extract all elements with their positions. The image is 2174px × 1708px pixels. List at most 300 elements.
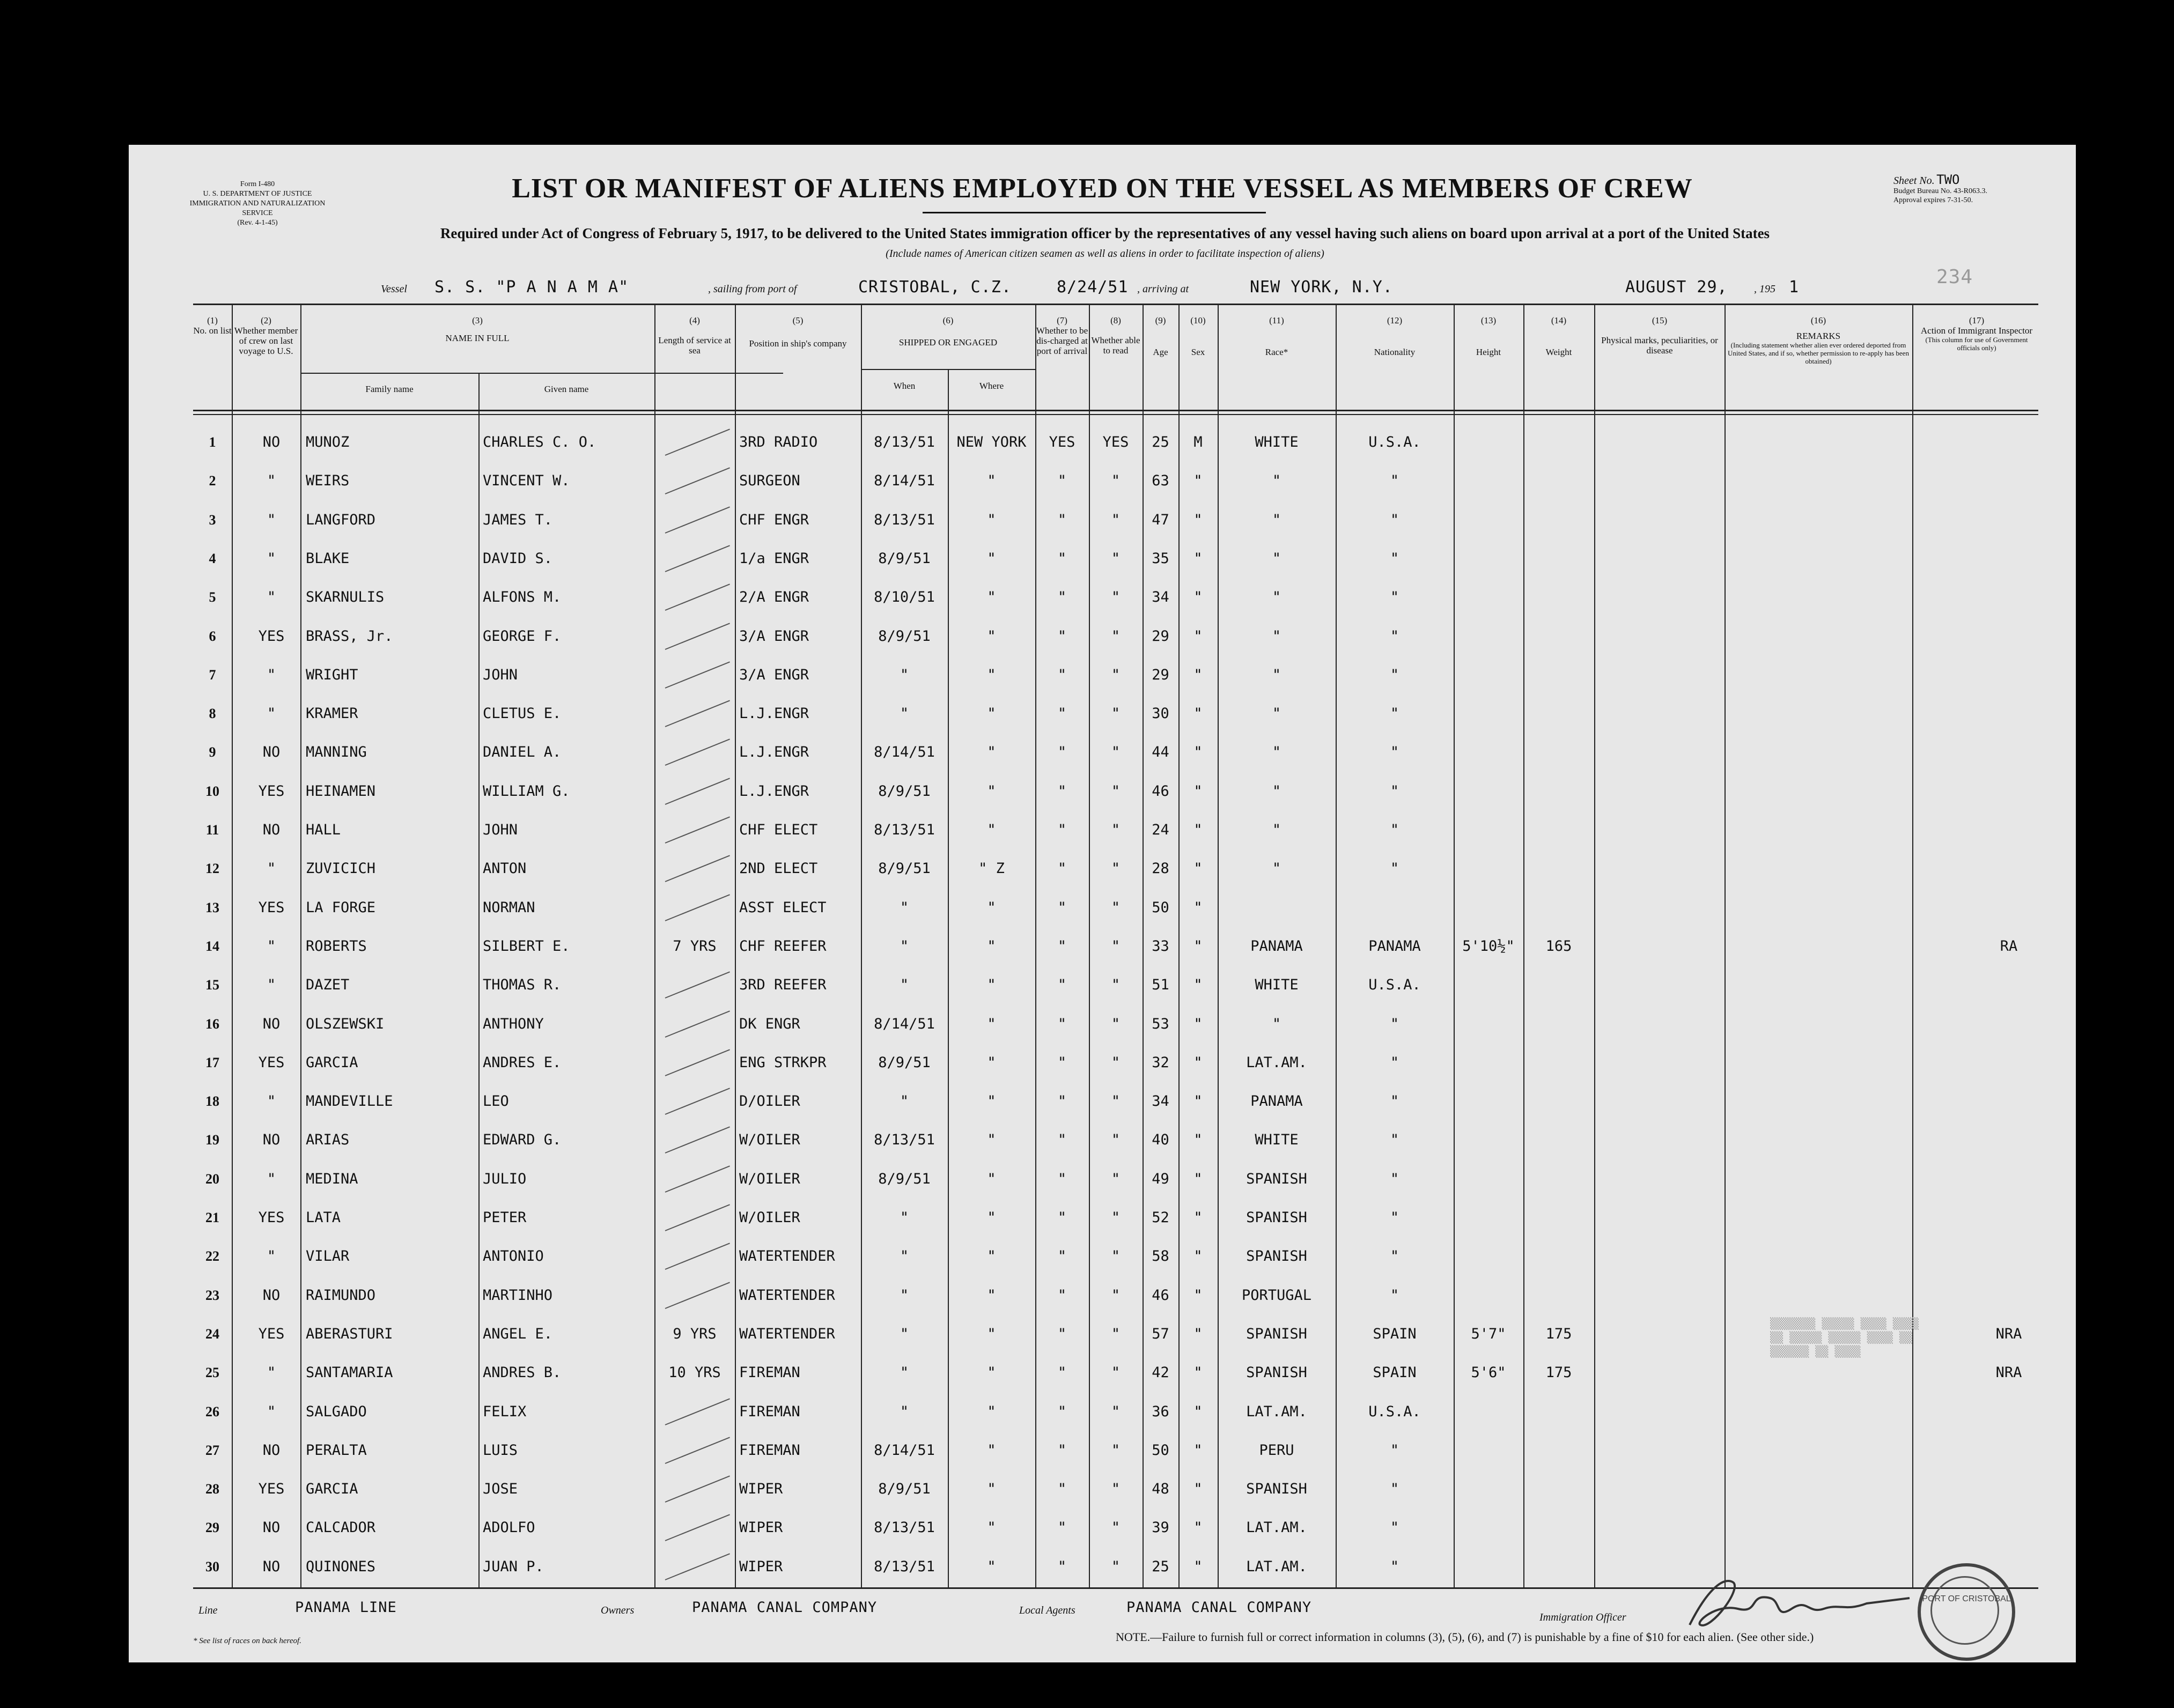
row-height	[1454, 540, 1523, 578]
row-number: 11	[205, 822, 219, 838]
row-position: FIREMAN	[739, 1364, 800, 1381]
subtitle-note: (Include names of American citizen seamen as well as aliens in order to facilitate inspection of aliens)	[886, 248, 1324, 260]
page-title: LIST OR MANIFEST OF ALIENS EMPLOYED ON THE VESSEL AS MEMBERS OF CREW	[512, 173, 1693, 204]
row-given-name: WILLIAM G.	[483, 782, 570, 800]
row-last-voyage: "	[267, 1170, 276, 1187]
row-discharged: "	[1057, 1286, 1067, 1304]
row-sex: "	[1193, 1286, 1203, 1304]
row-inspector-action	[1979, 734, 2038, 771]
row-sex: "	[1193, 1248, 1203, 1265]
header-no: (1) No. on list	[193, 315, 232, 336]
vessel-name: S. S. "P A N A M A"	[434, 278, 629, 297]
row-sex: "	[1193, 1558, 1203, 1575]
row-sex: "	[1193, 589, 1203, 606]
row-discharged: "	[1057, 1558, 1067, 1575]
row-discharged: "	[1057, 744, 1067, 761]
row-last-voyage: "	[267, 511, 276, 528]
row-where: "	[987, 1286, 996, 1304]
row-race: SPANISH	[1246, 1248, 1307, 1265]
row-family-name: BLAKE	[306, 550, 350, 567]
table-row	[193, 501, 2038, 539]
row-nationality: "	[1390, 822, 1399, 838]
row-position: SURGEON	[739, 472, 800, 490]
row-last-voyage: YES	[258, 782, 285, 800]
table-row	[193, 1083, 2038, 1120]
row-race: "	[1272, 627, 1281, 645]
row-family-name: GARCIA	[306, 1481, 358, 1498]
row-age: 52	[1152, 1209, 1169, 1226]
header-nationality: (12) Nationality	[1374, 315, 1416, 357]
row-position: WIPER	[739, 1481, 783, 1498]
row-read: "	[1111, 1286, 1121, 1304]
row-inspector-action	[1979, 1432, 2038, 1469]
row-weight	[1523, 1199, 1594, 1237]
row-race: PANAMA	[1250, 937, 1303, 955]
row-discharged: "	[1057, 550, 1067, 567]
row-nationality: "	[1390, 1132, 1399, 1149]
row-family-name: HEINAMEN	[306, 782, 376, 800]
row-number: 18	[205, 1093, 219, 1110]
row-race: PORTUGAL	[1241, 1286, 1312, 1304]
row-where: " Z	[978, 860, 1005, 877]
row-sex: "	[1193, 1325, 1203, 1342]
row-age: 30	[1152, 705, 1169, 722]
row-number: 19	[205, 1132, 219, 1148]
row-number: 9	[209, 744, 216, 760]
header-action: (17) Action of Immigrant Inspector (This column for use of Government officials only)	[1920, 315, 2033, 352]
row-position: CHF ELECT	[739, 822, 818, 838]
row-number: 26	[205, 1403, 219, 1419]
row-weight	[1523, 695, 1594, 733]
row-weight	[1523, 501, 1594, 539]
row-position: 1/a ENGR	[739, 550, 809, 567]
row-nationality: "	[1390, 705, 1399, 722]
row-position: 3/A ENGR	[739, 627, 809, 645]
row-race: SPANISH	[1246, 1209, 1307, 1226]
row-last-voyage: "	[267, 1364, 276, 1381]
row-weight	[1523, 850, 1594, 888]
row-weight	[1523, 579, 1594, 616]
agents-label: Local Agents	[1019, 1605, 1075, 1616]
row-last-voyage: NO	[262, 1519, 281, 1536]
row-nationality: "	[1390, 472, 1399, 490]
row-given-name: NORMAN	[483, 899, 535, 916]
sheet-label: Sheet No.	[1893, 175, 1935, 187]
header-age: (9) Age	[1153, 315, 1168, 357]
row-age: 24	[1152, 822, 1169, 838]
row-read: "	[1111, 1093, 1121, 1110]
row-given-name: ANDRES E.	[483, 1054, 562, 1071]
row-inspector-action	[1979, 618, 2038, 655]
row-position: WIPER	[739, 1558, 783, 1575]
row-last-voyage: "	[267, 589, 276, 606]
row-number: 24	[205, 1326, 219, 1342]
row-weight: 175	[1545, 1364, 1572, 1381]
table-row	[193, 773, 2038, 810]
row-height: 5'7"	[1471, 1325, 1506, 1342]
row-sex: "	[1193, 1132, 1203, 1149]
row-race: "	[1272, 472, 1281, 490]
port-stamp	[1918, 1563, 2015, 1661]
form-number: Form I-480	[240, 180, 275, 188]
row-number: 4	[209, 550, 216, 566]
row-number: 21	[205, 1210, 219, 1225]
row-discharged: "	[1057, 977, 1067, 994]
row-weight	[1523, 1005, 1594, 1043]
row-number: 27	[205, 1442, 219, 1458]
row-family-name: GARCIA	[306, 1054, 358, 1071]
row-where: NEW YORK	[956, 434, 1027, 450]
row-last-voyage: "	[267, 705, 276, 722]
row-number: 22	[205, 1248, 219, 1265]
table-row	[193, 811, 2038, 849]
row-weight	[1523, 889, 1594, 927]
row-read: YES	[1102, 434, 1129, 450]
row-position: W/OILER	[739, 1170, 800, 1187]
row-sex: "	[1193, 822, 1203, 838]
row-family-name: ARIAS	[306, 1132, 350, 1149]
row-nationality: "	[1390, 744, 1399, 761]
row-given-name: PETER	[483, 1209, 527, 1226]
row-race: PERU	[1259, 1441, 1294, 1459]
row-weight	[1523, 1393, 1594, 1431]
row-number: 7	[209, 667, 216, 683]
header-position: (5) Position in ship's company	[749, 315, 847, 349]
row-family-name: MEDINA	[306, 1170, 358, 1187]
row-inspector-action	[1979, 811, 2038, 849]
row-sex: "	[1193, 1209, 1203, 1226]
row-last-voyage: "	[267, 937, 276, 955]
row-read: "	[1111, 627, 1121, 645]
row-race: WHITE	[1255, 977, 1299, 994]
row-inspector-action	[1979, 889, 2038, 927]
row-position: WIPER	[739, 1519, 783, 1536]
row-when: 8/14/51	[874, 472, 935, 490]
page-stamp-number: 234	[1936, 266, 1973, 288]
row-nationality: "	[1390, 627, 1399, 645]
row-position: D/OILER	[739, 1093, 800, 1110]
row-where: "	[987, 550, 996, 567]
row-race: "	[1272, 511, 1281, 528]
row-when: 8/13/51	[874, 1132, 935, 1149]
row-read: "	[1111, 472, 1121, 490]
row-nationality: "	[1390, 782, 1399, 800]
row-family-name: CALCADOR	[306, 1519, 376, 1536]
row-discharged: "	[1057, 1209, 1067, 1226]
sheet-number-block	[1893, 172, 2049, 205]
row-discharged: "	[1057, 1441, 1067, 1459]
row-last-voyage: "	[267, 977, 276, 994]
row-sex: "	[1193, 1364, 1203, 1381]
row-weight: 175	[1545, 1325, 1572, 1342]
row-read: "	[1111, 511, 1121, 528]
row-nationality: SPAIN	[1373, 1325, 1417, 1342]
row-when: "	[900, 705, 909, 722]
row-number: 17	[205, 1054, 219, 1070]
row-inspector-action	[1979, 540, 2038, 578]
row-family-name: RAIMUNDO	[306, 1286, 376, 1304]
row-position: ASST ELECT	[739, 899, 827, 916]
officer-label: Immigration Officer	[1539, 1611, 1626, 1623]
row-sex: "	[1193, 627, 1203, 645]
row-last-voyage: NO	[262, 1441, 281, 1459]
row-number: 10	[205, 783, 219, 799]
row-position: 2ND ELECT	[739, 860, 818, 877]
row-race: "	[1272, 744, 1281, 761]
header-remarks: (16) REMARKS (Including statement whether alien ever ordered deported from United States, and if so, whether permission to re-apply has been obtained)	[1728, 315, 1909, 365]
row-race: "	[1272, 550, 1281, 567]
row-family-name: MANNING	[306, 744, 367, 761]
row-age: 29	[1152, 666, 1169, 683]
row-nationality: "	[1390, 1015, 1399, 1032]
row-height	[1454, 850, 1523, 888]
row-last-voyage: NO	[262, 1286, 281, 1304]
row-service-length: 10 YRS	[668, 1364, 721, 1381]
row-position: 3/A ENGR	[739, 666, 809, 683]
row-height	[1454, 1393, 1523, 1431]
row-race: "	[1272, 666, 1281, 683]
row-age: 34	[1152, 1093, 1169, 1110]
row-position: L.J.ENGR	[739, 744, 809, 761]
row-read: "	[1111, 822, 1121, 838]
row-inspector-action	[1979, 1083, 2038, 1120]
row-last-voyage: NO	[262, 1015, 281, 1032]
row-sex: "	[1193, 1170, 1203, 1187]
row-race: SPANISH	[1246, 1325, 1307, 1342]
row-given-name: THOMAS R.	[483, 977, 562, 994]
row-age: 36	[1152, 1403, 1169, 1420]
row-family-name: SALGADO	[306, 1403, 367, 1420]
row-last-voyage: NO	[262, 822, 281, 838]
table-row	[193, 1354, 2038, 1392]
row-age: 34	[1152, 589, 1169, 606]
table-row	[193, 1199, 2038, 1237]
row-sex: "	[1193, 511, 1203, 528]
row-last-voyage: NO	[262, 434, 281, 450]
row-when: 8/13/51	[874, 1519, 935, 1536]
row-age: 63	[1152, 472, 1169, 490]
table-row	[193, 656, 2038, 694]
row-given-name: LEO	[483, 1093, 509, 1110]
row-where: "	[987, 899, 996, 916]
row-read: "	[1111, 1132, 1121, 1149]
row-where: "	[987, 1519, 996, 1536]
row-nationality: PANAMA	[1368, 937, 1421, 955]
row-race: WHITE	[1255, 434, 1299, 450]
row-race: "	[1272, 1015, 1281, 1032]
row-where: "	[987, 1132, 996, 1149]
row-nationality: "	[1390, 589, 1399, 606]
row-last-voyage: YES	[258, 627, 285, 645]
officer-signature	[1674, 1571, 1920, 1636]
row-height	[1454, 462, 1523, 500]
header-given-name: Given name	[544, 384, 589, 394]
row-height	[1454, 966, 1523, 1004]
row-family-name: VILAR	[306, 1248, 350, 1265]
row-family-name: MANDEVILLE	[306, 1093, 393, 1110]
row-height	[1454, 1044, 1523, 1082]
row-where: "	[987, 1481, 996, 1498]
row-sex: "	[1193, 1054, 1203, 1071]
departure-port: CRISTOBAL, C.Z.	[858, 278, 1012, 297]
row-number: 20	[205, 1171, 219, 1187]
row-weight	[1523, 1470, 1594, 1508]
row-age: 35	[1152, 550, 1169, 567]
manifest-sheet	[129, 145, 2076, 1662]
row-last-voyage: YES	[258, 1209, 285, 1226]
row-height: 5'10½"	[1462, 937, 1515, 955]
row-last-voyage: NO	[262, 1132, 281, 1149]
row-age: 33	[1152, 937, 1169, 955]
row-weight	[1523, 540, 1594, 578]
header-when: When	[893, 381, 916, 391]
row-position: FIREMAN	[739, 1403, 800, 1420]
row-sex: "	[1193, 705, 1203, 722]
row-family-name: MUNOZ	[306, 434, 350, 450]
penalty-note: NOTE.—Failure to furnish full or correct information in columns (3), (5), (6), and (7) is punishable by a fine of $10 for each alien. (See other side.)	[1116, 1630, 1814, 1644]
row-last-voyage: "	[267, 472, 276, 490]
row-weight	[1523, 1432, 1594, 1469]
row-age: 53	[1152, 1015, 1169, 1032]
header-shipped: (6) SHIPPED OR ENGAGED	[898, 315, 998, 347]
row-weight	[1523, 734, 1594, 771]
row-when: 8/9/51	[878, 1481, 931, 1498]
row-height	[1454, 501, 1523, 539]
row-sex: "	[1193, 744, 1203, 761]
row-inspector-action	[1979, 656, 2038, 694]
row-where: "	[987, 1325, 996, 1342]
row-race	[1218, 889, 1336, 927]
row-number: 25	[205, 1365, 219, 1381]
row-weight	[1523, 618, 1594, 655]
row-read: "	[1111, 1558, 1121, 1575]
row-position: DK ENGR	[739, 1015, 800, 1032]
row-age: 32	[1152, 1054, 1169, 1071]
row-inspector-action	[1979, 424, 2038, 461]
row-number: 3	[209, 512, 216, 528]
row-height	[1454, 1470, 1523, 1508]
row-discharged: "	[1057, 1325, 1067, 1342]
line-label: Line	[198, 1605, 218, 1616]
row-last-voyage: "	[267, 1403, 276, 1420]
row-given-name: EDWARD G.	[483, 1132, 562, 1149]
row-family-name: KRAMER	[306, 705, 358, 722]
row-family-name: LATA	[306, 1209, 341, 1226]
table-header-rule-2	[193, 414, 2038, 415]
row-family-name: PERALTA	[306, 1441, 367, 1459]
row-inspector-action	[1979, 501, 2038, 539]
row-position: L.J.ENGR	[739, 705, 809, 722]
row-height	[1454, 618, 1523, 655]
row-where: "	[987, 511, 996, 528]
table-row	[193, 1277, 2038, 1314]
row-sex: "	[1193, 899, 1203, 916]
row-weight	[1523, 1083, 1594, 1120]
row-age: 42	[1152, 1364, 1169, 1381]
row-height	[1454, 1238, 1523, 1275]
row-race: "	[1272, 860, 1281, 877]
row-where: "	[987, 1015, 996, 1032]
row-last-voyage: "	[267, 860, 276, 877]
row-position: W/OILER	[739, 1209, 800, 1226]
row-read: "	[1111, 705, 1121, 722]
row-sex: "	[1193, 1519, 1203, 1536]
row-age: 29	[1152, 627, 1169, 645]
form-dept: U. S. DEPARTMENT OF JUSTICE	[203, 190, 312, 198]
row-when: "	[900, 1093, 909, 1110]
row-read: "	[1111, 1248, 1121, 1265]
row-when: 8/9/51	[878, 627, 931, 645]
row-height	[1454, 656, 1523, 694]
row-discharged: "	[1057, 627, 1067, 645]
row-weight: 165	[1545, 937, 1572, 955]
header-read: (8) Whether able to read	[1091, 315, 1140, 356]
row-given-name: JAMES T.	[483, 511, 553, 528]
row-given-name: GEORGE F.	[483, 627, 562, 645]
row-number: 23	[205, 1287, 219, 1303]
row-age: 25	[1152, 434, 1169, 450]
row-nationality: "	[1390, 1248, 1399, 1265]
row-nationality: "	[1390, 666, 1399, 683]
row-inspector-action	[1979, 1199, 2038, 1237]
sheet-value: TWO	[1936, 172, 1960, 187]
row-family-name: WRIGHT	[306, 666, 358, 683]
row-service-length: 9 YRS	[673, 1325, 717, 1342]
row-sex: "	[1193, 1403, 1203, 1420]
table-row	[193, 1393, 2038, 1431]
table-row	[193, 889, 2038, 927]
row-age: 49	[1152, 1170, 1169, 1187]
row-weight	[1523, 1121, 1594, 1159]
row-discharged: "	[1057, 705, 1067, 722]
row-where: "	[987, 744, 996, 761]
row-where: "	[987, 782, 996, 800]
table-header-rule	[193, 410, 2038, 411]
row-given-name: ANGEL E.	[483, 1325, 553, 1342]
row-height	[1454, 1548, 1523, 1586]
row-inspector-action	[1979, 773, 2038, 810]
row-number: 30	[205, 1558, 219, 1574]
row-inspector-action	[1979, 1121, 2038, 1159]
row-sex: "	[1193, 1441, 1203, 1459]
row-given-name: ANTONIO	[483, 1248, 544, 1265]
row-age: 40	[1152, 1132, 1169, 1149]
row-age: 48	[1152, 1481, 1169, 1498]
row-sex: "	[1193, 1481, 1203, 1498]
row-inspector-action	[1979, 1509, 2038, 1547]
table-row	[193, 540, 2038, 578]
row-discharged: "	[1057, 1015, 1067, 1032]
row-inspector-action: NRA	[1995, 1325, 2022, 1342]
row-race: LAT.AM.	[1246, 1558, 1307, 1575]
row-where: "	[987, 977, 996, 994]
row-sex: "	[1193, 550, 1203, 567]
vessel-label: Vessel	[381, 283, 407, 295]
table-row	[193, 1121, 2038, 1159]
header-race: (11) Race*	[1265, 315, 1288, 357]
row-nationality: "	[1390, 511, 1399, 528]
arrival-port: NEW YORK, N.Y.	[1250, 278, 1393, 297]
arriving-label: , arriving at	[1137, 283, 1189, 295]
row-family-name: OLSZEWSKI	[306, 1015, 385, 1032]
row-where: "	[987, 705, 996, 722]
row-height	[1454, 579, 1523, 616]
row-sex: "	[1193, 860, 1203, 877]
row-sex: "	[1193, 937, 1203, 955]
row-last-voyage: "	[267, 1093, 276, 1110]
row-number: 1	[209, 434, 216, 450]
row-inspector-action	[1979, 579, 2038, 616]
